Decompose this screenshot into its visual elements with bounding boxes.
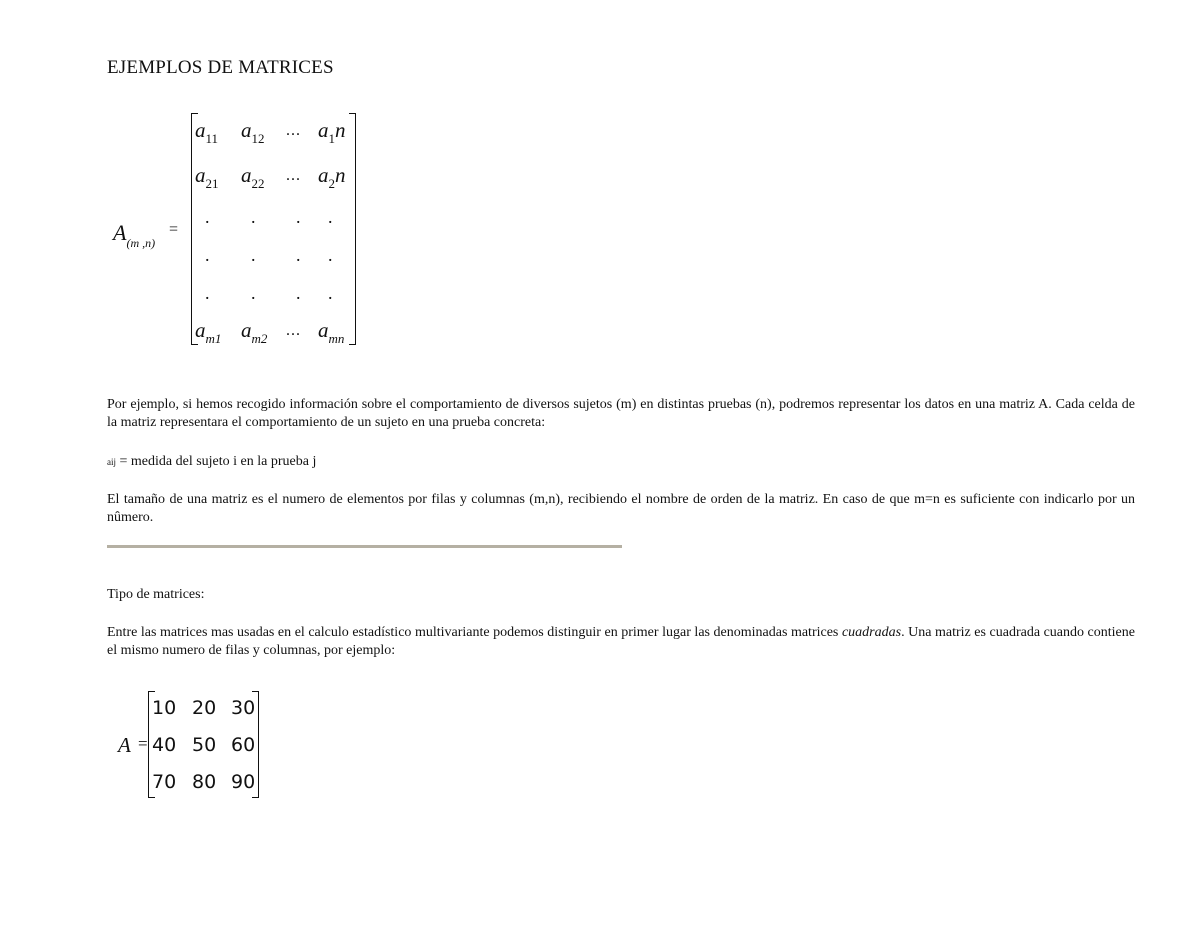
paragraph-square: Entre las matrices mas usadas en el calculo estadístico multivariante podemos distinguir en primer lugar las denominadas matrices cuadradas. Una matriz es cuadrada cuando contiene el mismo numero de filas y columnas, por ejemplo:: [107, 625, 1135, 658]
matrix-element: $a_{21}$: [195, 163, 219, 191]
matrix-dot: .: [205, 283, 210, 303]
matrix-left-bracket: [191, 113, 198, 345]
matrix-element: $a_{m1}$: [195, 318, 222, 346]
matrix-element: $a_{m2}$: [241, 318, 268, 346]
matrix-dot: .: [205, 245, 210, 265]
matrix-ellipsis: ...: [286, 322, 301, 339]
divider: [107, 545, 622, 548]
matrix-dot: .: [251, 245, 256, 265]
emphasis-cuadradas: cuadradas: [841, 625, 902, 640]
matrix-dot: .: [296, 283, 301, 303]
square-matrix-equals: =: [138, 734, 148, 753]
matrix-element: $a_{mn}$: [318, 318, 345, 346]
page-title: EJEMPLOS DE MATRICES: [107, 57, 334, 78]
matrix-element: $a_2n$: [318, 163, 346, 191]
matrix-element: $a_1n$: [318, 118, 346, 146]
square-matrix-cell: 60: [231, 734, 256, 756]
paragraph-size: El tamaño de una matriz es el numero de elementos por filas y columnas (m,n), recibiendo el nombre de orden de la matriz. En caso de que m=n es suficiente con indicarlo por un nûmero.: [107, 492, 1135, 525]
matrix-element: $a_{22}$: [241, 163, 265, 191]
paragraph-types-heading: Tipo de matrices:: [107, 587, 205, 602]
matrix-dot: .: [296, 207, 301, 227]
matrix-dot: .: [251, 207, 256, 227]
matrix-dot: .: [251, 283, 256, 303]
matrix-element: $a_{12}$: [241, 118, 265, 146]
matrix-dot: .: [296, 245, 301, 265]
square-matrix-lhs: A: [118, 733, 131, 757]
square-matrix-cell: 10: [152, 697, 177, 719]
square-matrix-cell: 20: [192, 697, 217, 719]
paragraph-definition: aij = medida del sujeto i en la prueba j: [107, 454, 317, 469]
matrix-equals: =: [169, 221, 179, 238]
matrix-right-bracket: [349, 113, 356, 345]
matrix-dot: .: [328, 245, 333, 265]
matrix-dot: .: [328, 283, 333, 303]
paragraph-intro: Por ejemplo, si hemos recogido información sobre el comportamiento de diversos sujetos (m) en distintas pruebas (n), podremos representar los datos en una matriz A. Cada celda de la matriz representara el comportamiento de un sujeto en una prueba concreta:: [107, 397, 1135, 430]
aij-symbol: aij: [107, 457, 116, 467]
matrix-lhs: $A_{(m ,n)}$: [113, 220, 156, 250]
matrix-ellipsis: ...: [286, 122, 301, 139]
matrix-element: $a_{11}$: [195, 118, 219, 146]
square-matrix-cell: 50: [192, 734, 217, 756]
square-matrix-cell: 80: [192, 771, 217, 793]
square-matrix-cell: 70: [152, 771, 177, 793]
square-matrix-cell: 90: [231, 771, 256, 793]
matrix-dot: .: [205, 207, 210, 227]
square-matrix-cell: 40: [152, 734, 177, 756]
matrix-ellipsis: ...: [286, 167, 301, 184]
square-matrix-cell: 30: [231, 697, 256, 719]
matrix-dot: .: [328, 207, 333, 227]
